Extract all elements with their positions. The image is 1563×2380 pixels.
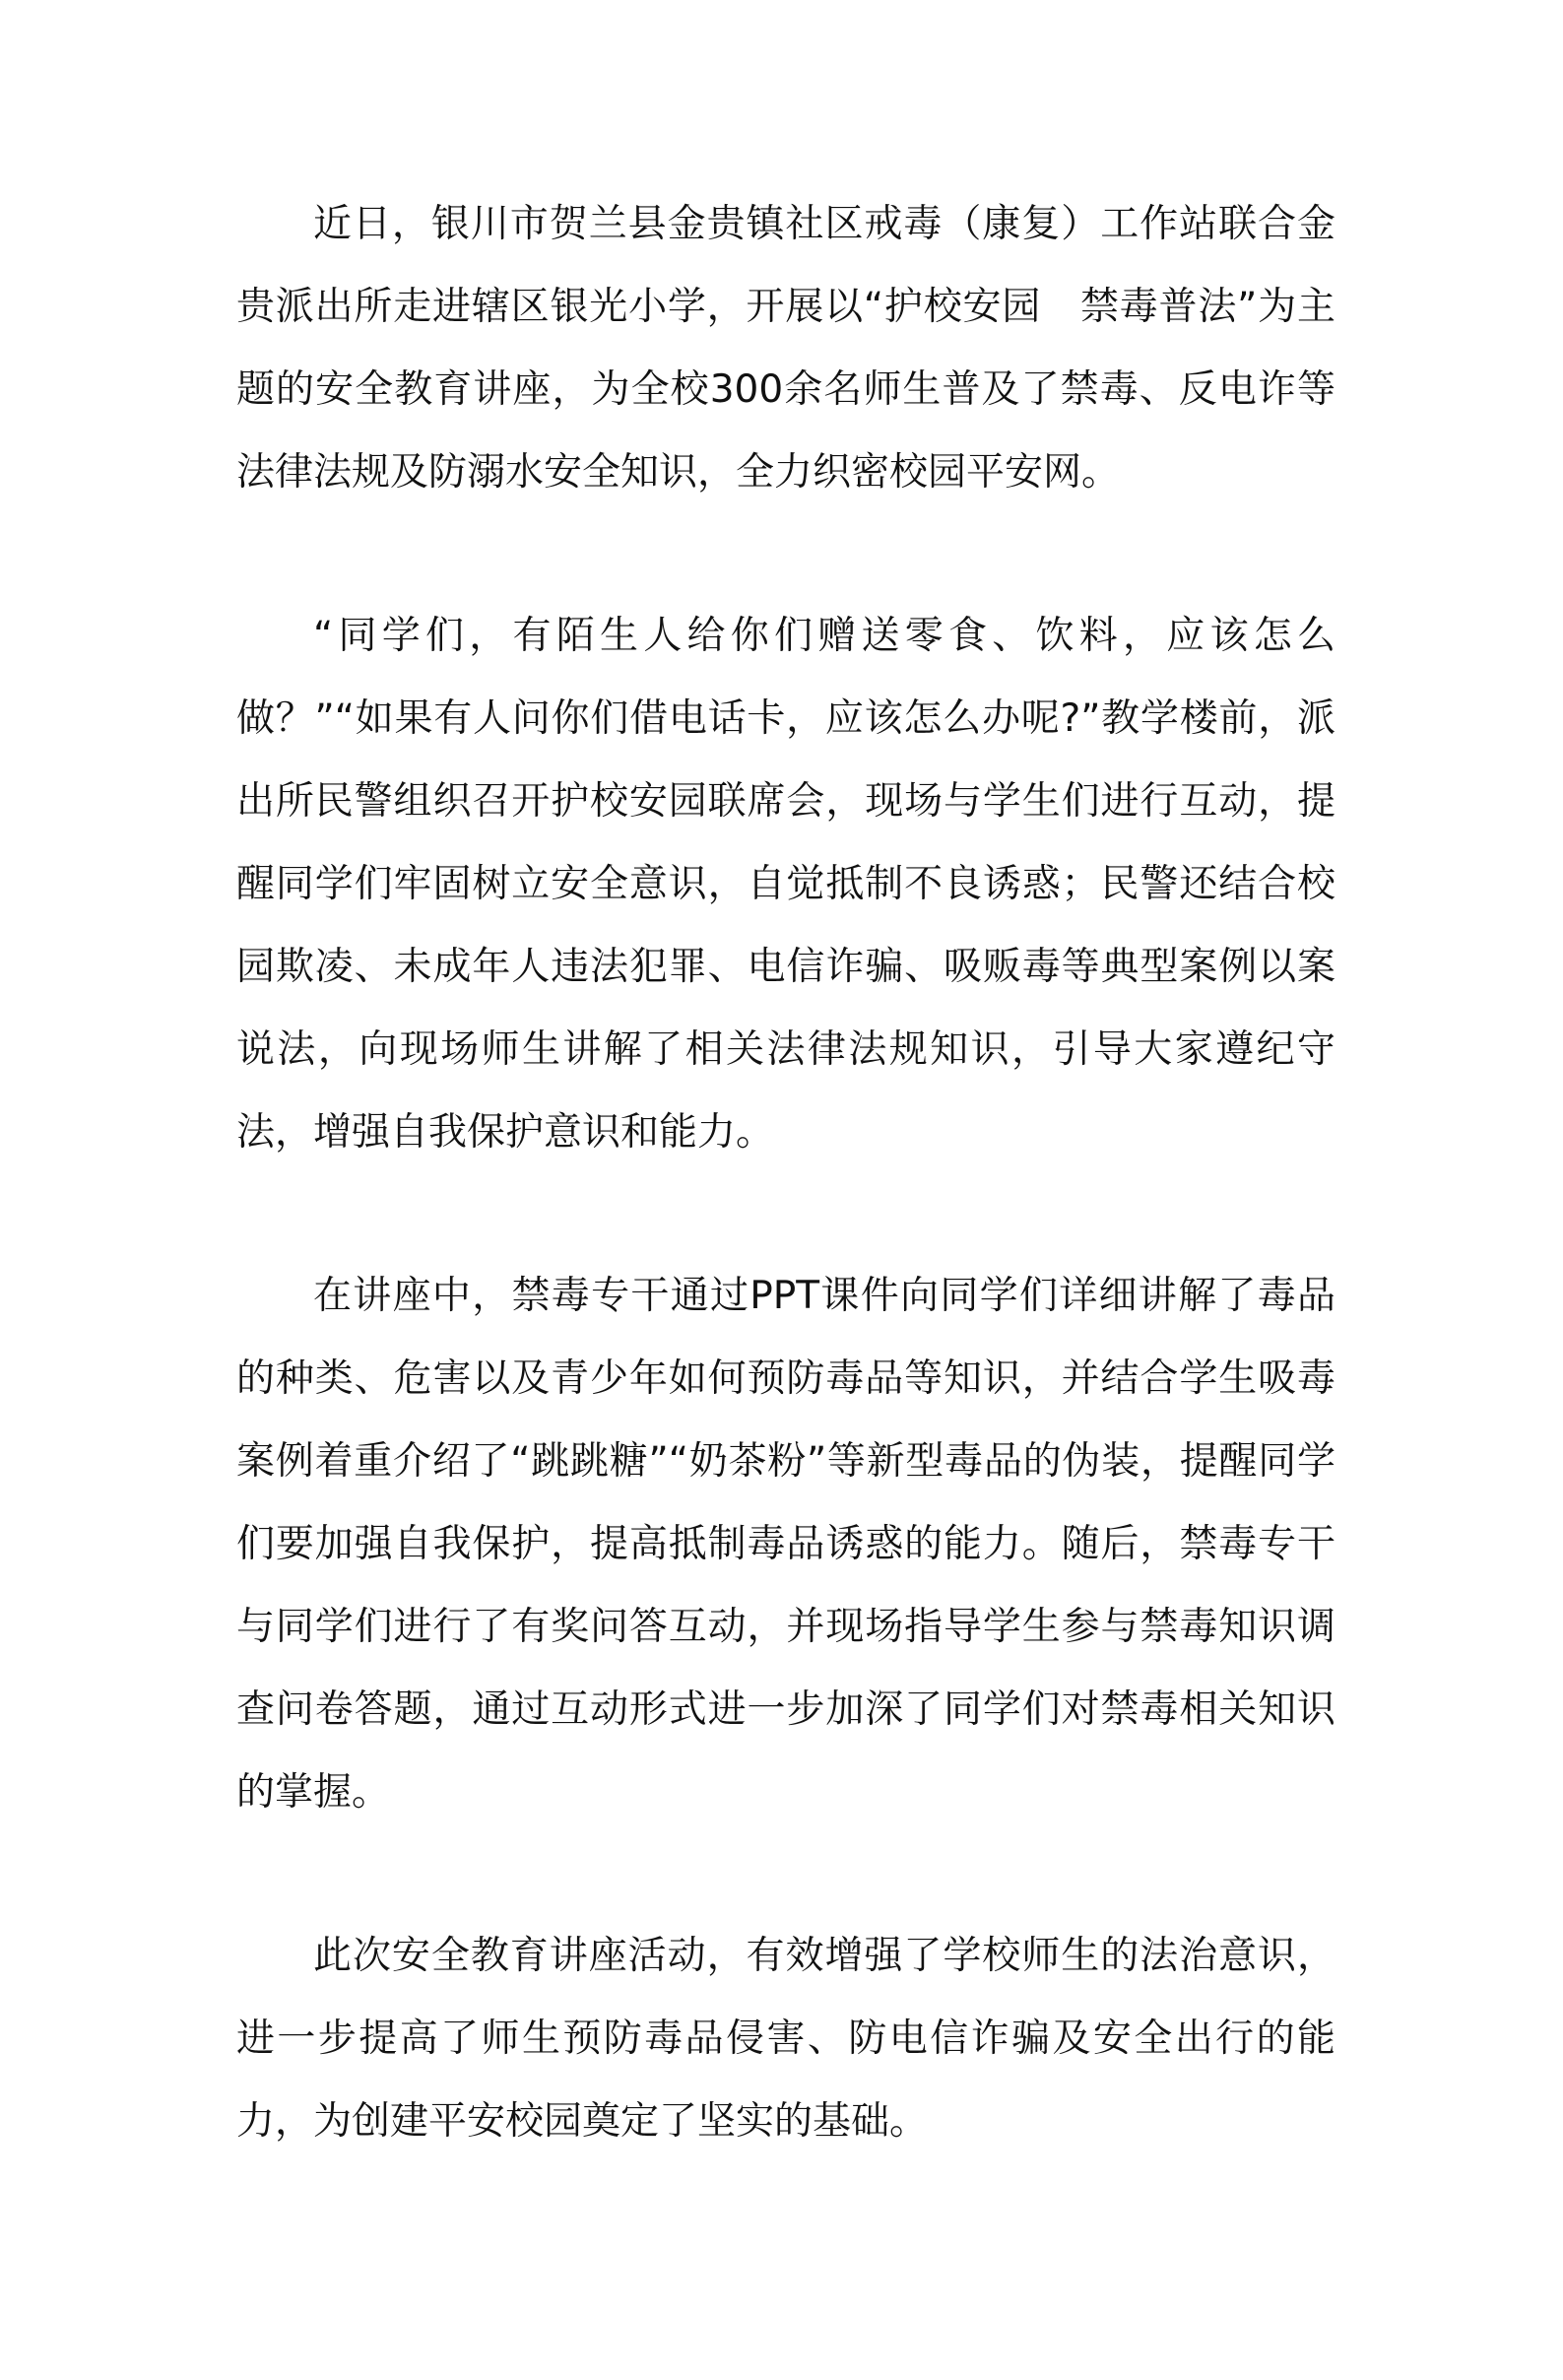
paragraph-1: 近日，银川市贺兰县金贵镇社区戒毒（康复）工作站联合金贵派出所走进辖区银光小学，开展以“护校安园 禁毒普法”为主题的安全教育讲座，为全校300余名师生普及了禁毒、反电诈等法律法规及防溺水安全知识，全力织密校园平安网。 [236, 202, 1335, 495]
paragraph-3: 在讲座中，禁毒专干通过PPT课件向同学们详细讲解了毒品的种类、危害以及青少年如何预防毒品等知识，并结合学生吸毒案例着重介绍了“跳跳糖”“奶茶粉”等新型毒品的伪装，提醒同学们要加强自我保护，提高抵制毒品诱惑的能力。随后，禁毒专干与同学们进行了有奖问答互动，并现场指导学生参与禁毒知识调查问卷答题，通过互动形式进一步加深了同学们对禁毒相关知识的掌握。 [236, 1274, 1335, 1815]
article-body [236, 183, 1335, 2163]
paragraph-4: 此次安全教育讲座活动，有效增强了学校师生的法治意识，进一步提高了师生预防毒品侵害、防电信诈骗及安全出行的能力，为创建平安校园奠定了坚实的基础。 [236, 1934, 1335, 2144]
paragraph-2: “同学们，有陌生人给你们赠送零食、饮料，应该怎么做？”“如果有人问你们借电话卡，应该怎么办呢?”教学楼前，派出所民警组织召开护校安园联席会，现场与学生们进行互动，提醒同学们牢固树立安全意识，自觉抵制不良诱惑；民警还结合校园欺凌、未成年人违法犯罪、电信诈骗、吸贩毒等典型案例以案说法，向现场师生讲解了相关法律法规知识，引导大家遵纪守法，增强自我保护意识和能力。 [236, 614, 1335, 1155]
